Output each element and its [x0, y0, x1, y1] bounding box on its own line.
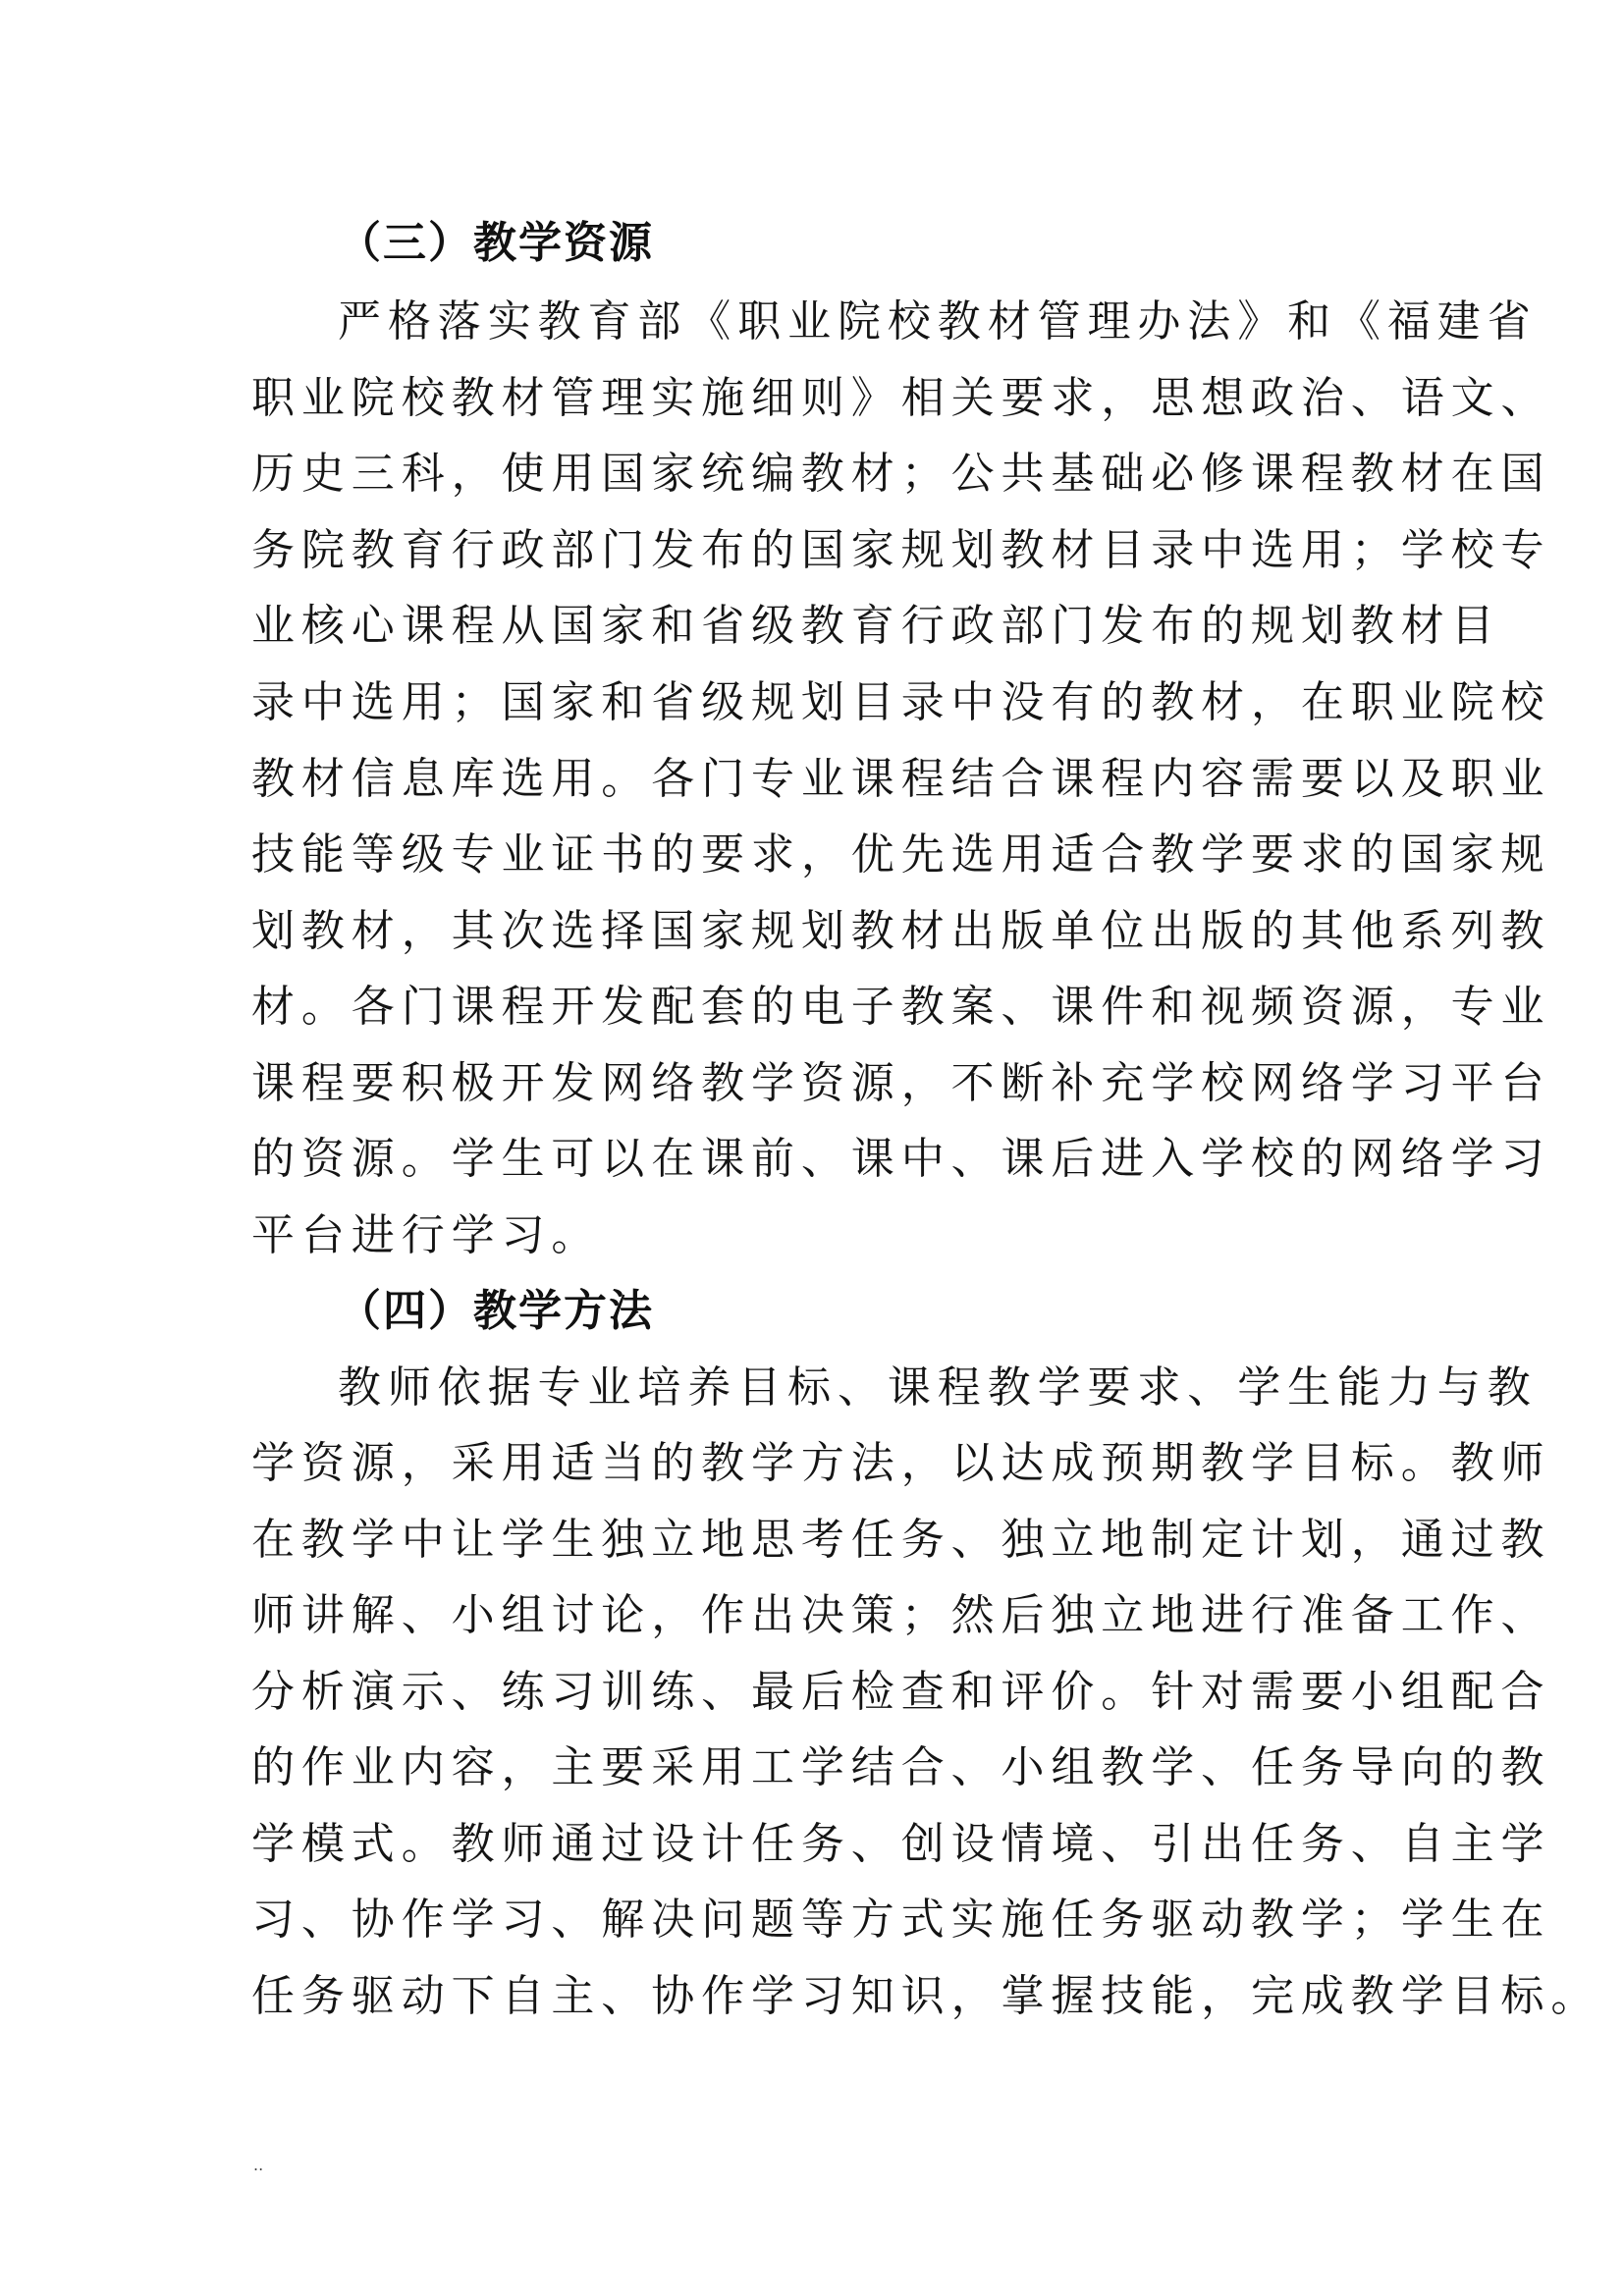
paragraph-line: 划教材，其次选择国家规划教材出版单位出版的其他系列教	[251, 906, 1551, 956]
paragraph-line: 的资源。学生可以在课前、课中、课后进入学校的网络学习	[251, 1134, 1551, 1184]
paragraph-line: 分析演示、练习训练、最后检查和评价。针对需要小组配合	[251, 1667, 1551, 1717]
footer-mark: ..	[253, 2156, 264, 2174]
paragraph-line: 材。各门课程开发配套的电子教案、课件和视频资源，专业	[251, 982, 1551, 1032]
paragraph-line: 录中选用；国家和省级规划目录中没有的教材，在职业院校	[251, 677, 1551, 727]
paragraph-line: 学资源，采用适当的教学方法，以达成预期教学目标。教师	[251, 1438, 1551, 1488]
paragraph-line: 教师依据专业培养目标、课程教学要求、学生能力与教	[338, 1362, 1538, 1413]
paragraph-line: 课程要积极开发网络教学资源，不断补充学校网络学习平台	[251, 1058, 1551, 1108]
paragraph-line: 任务驱动下自主、协作学习知识，掌握技能，完成教学目标。	[251, 1971, 1601, 2021]
paragraph-line: 教材信息库选用。各门专业课程结合课程内容需要以及职业	[251, 754, 1551, 804]
section-heading-teaching-resources: （三）教学资源	[338, 218, 654, 268]
paragraph-line: 在教学中让学生独立地思考任务、独立地制定计划，通过教	[251, 1515, 1551, 1565]
paragraph-line: 技能等级专业证书的要求，优先选用适合教学要求的国家规	[251, 829, 1551, 880]
paragraph-line: 平台进行学习。	[251, 1210, 602, 1260]
paragraph-line: 职业院校教材管理实施细则》相关要求，思想政治、语文、	[251, 373, 1551, 423]
paragraph-line: 的作业内容，主要采用工学结合、小组教学、任务导向的教	[251, 1742, 1551, 1792]
paragraph-line: 务院教育行政部门发布的国家规划教材目录中选用；学校专	[251, 525, 1551, 575]
paragraph-line: 严格落实教育部《职业院校教材管理办法》和《福建省	[338, 296, 1538, 347]
paragraph-line: 业核心课程从国家和省级教育行政部门发布的规划教材目	[251, 601, 1501, 651]
paragraph-line: 学模式。教师通过设计任务、创设情境、引出任务、自主学	[251, 1819, 1551, 1869]
paragraph-line: 历史三科，使用国家统编教材；公共基础必修课程教材在国	[251, 449, 1551, 499]
paragraph-line: 习、协作学习、解决问题等方式实施任务驱动教学；学生在	[251, 1895, 1551, 1945]
section-heading-teaching-methods: （四）教学方法	[338, 1286, 654, 1336]
paragraph-line: 师讲解、小组讨论，作出决策；然后独立地进行准备工作、	[251, 1590, 1551, 1640]
